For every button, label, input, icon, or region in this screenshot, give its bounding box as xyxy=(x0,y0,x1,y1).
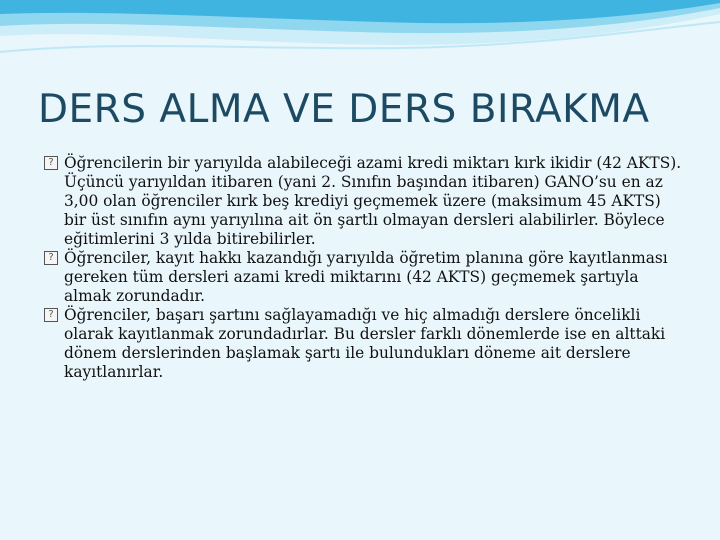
paragraph-registration xyxy=(44,249,684,306)
slide-body xyxy=(44,154,684,382)
paragraph-text: Öğrenciler, kayıt hakkı kazandığı yarıyılda öğretim planına göre kayıtlanması gereken tüm dersleri azami kredi miktarını (42 AKTS) geçmemek şartıyla almak zorundadır. xyxy=(64,249,668,305)
paragraph-text: Öğrenciler, başarı şartını sağlayamadığı ve hiç almadığı derslere öncelikli olarak kayıtlanmak zorundadırlar. Bu dersler farklı dönemlerde ise en alttaki dönem derslerinden başlamak şartı ile bulundukları döneme ait derslere kayıtlanırlar. xyxy=(64,306,666,381)
bullet-icon: ? xyxy=(44,251,58,265)
header-wave-decoration xyxy=(0,0,720,80)
paragraph-max-credit xyxy=(44,154,684,249)
paragraph-failed-courses xyxy=(44,306,684,382)
bullet-icon: ? xyxy=(44,156,58,170)
slide-title: DERS ALMA VE DERS BIRAKMA xyxy=(38,87,650,132)
paragraph-text: Öğrencilerin bir yarıyılda alabileceği azami kredi miktarı kırk ikidir (42 AKTS). Üçüncü yarıyıldan itibaren (yani 2. Sınıfın başından itibaren) GANO’su en az 3,00 olan öğrenciler kırk beş krediyi geçmemek üzere (maksimum 45 AKTS) bir üst sınıfın aynı yarıyılına ait ön şartlı olmayan dersleri alabilirler. Böylece eğitimlerini 3 yılda bitirebilirler. xyxy=(64,154,682,248)
bullet-icon: ? xyxy=(44,308,58,322)
